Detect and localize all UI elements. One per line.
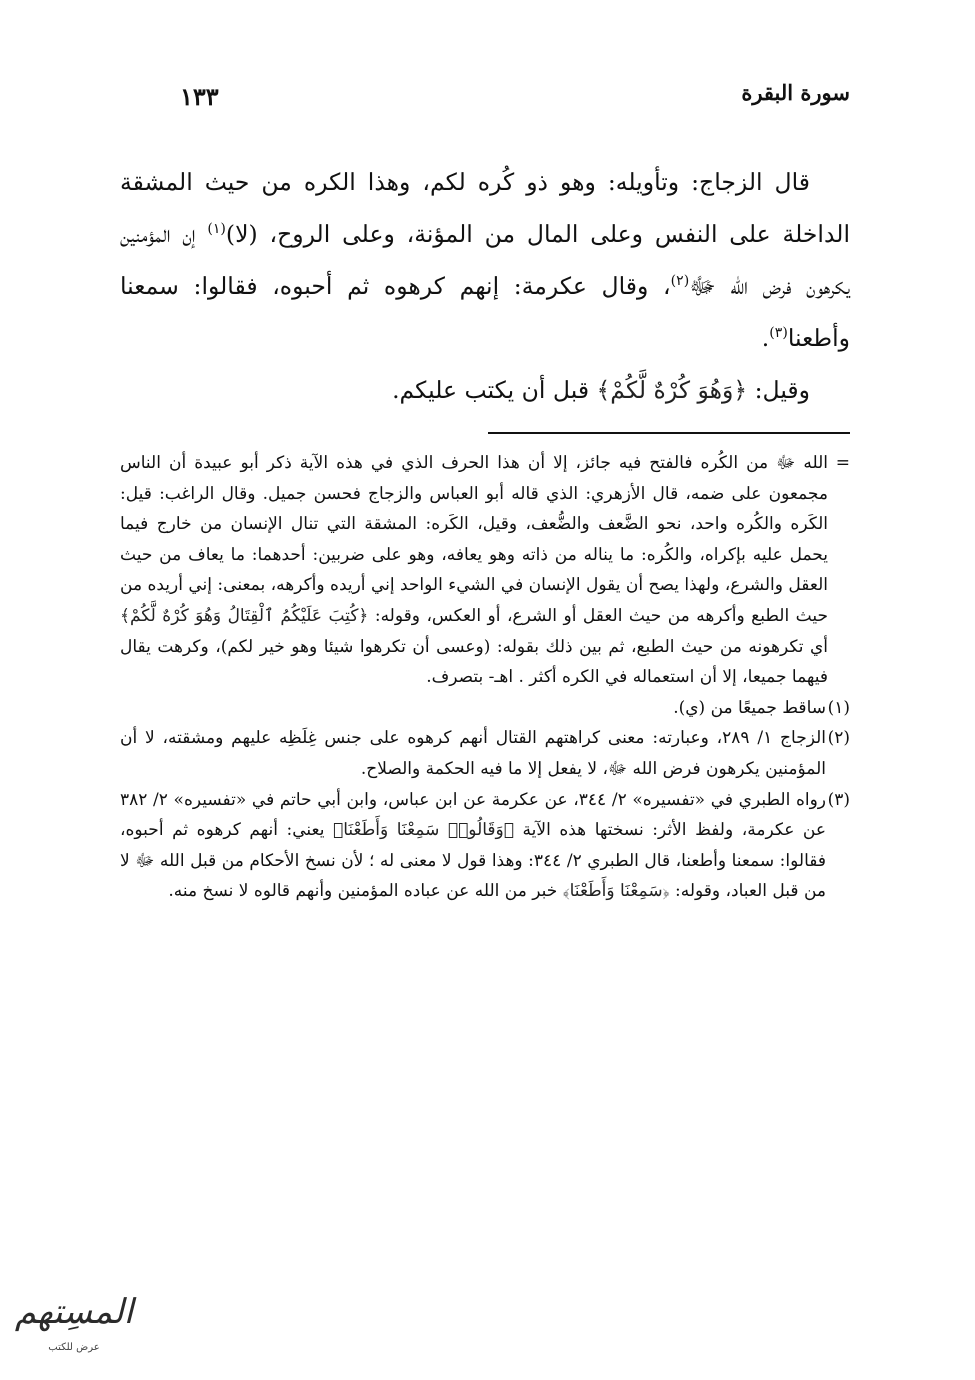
quran-quote: ﴿وَقَالُوا۟ سَمِعْنَا وَأَطَعْنَا﴾ (333, 820, 514, 841)
watermark-stamp (8, 1292, 138, 1368)
stamp-logo-text: المسِتهم (14, 1292, 134, 1332)
footnote-text: الزجاج ١/ ٢٨٩، وعبارته: معنى كراهتهم القتال أنهم كرهوه على جنس غِلَظِه عليهم ومشقته، لا أن المؤمنين يكرهون فرض الله ﷻ، لا يفعل إلا ما فيه الحكمة والصلاح. (120, 728, 826, 779)
footnote-number: (٣) (827, 789, 850, 810)
footnote-number: (٢) (827, 728, 850, 749)
footnote-separator (488, 432, 850, 434)
footnote-ref-1: (١) (207, 221, 226, 238)
main-text-run: قال الزجاج: وتأويله: وهو ذو كُره لكم، وهذا الكره من حيث المشقة الداخلة على النفس وعلى المال من المؤنة، وعلى الروح، (لا) (120, 168, 850, 248)
quran-quote: ﴿سَمِعْنَا وَأَطَعْنَا﴾ (562, 881, 670, 902)
footnote-ref-3: (٣) (769, 325, 788, 342)
main-paragraph-2 (120, 364, 850, 416)
quran-quote: ﴿وَهُوَ كُرْهٌ لَّكُمْ﴾ (596, 376, 748, 404)
main-text-run: وقيل: (747, 376, 810, 404)
main-text-run: قبل أن يكتب عليكم. (392, 376, 597, 404)
main-paragraph-1 (120, 156, 850, 364)
surah-title: سورة البقرة (741, 80, 850, 105)
footnote-text: ساقط جميعًا من (ي). (673, 697, 826, 718)
footnote-number: (١) (827, 697, 850, 718)
footnote-ref-2: (٢) (670, 273, 690, 290)
running-header (180, 72, 850, 112)
stamp-caption: عرض للكتب (48, 1342, 100, 1353)
footnote-2 (120, 723, 850, 784)
main-text (120, 156, 850, 416)
footnote-text-run: رواه الطبري في «تفسيره» ٢/ ٣٤٤، عن عكرمة عن ابن عباس، وابن أبي حاتم في «تفسيره» ٢/ ٣٨٢ عن عكرمة، ولفظ الأثر: نسختها هذه الآية (120, 789, 826, 841)
main-text-run: . (761, 324, 770, 352)
main-text-run: إن المؤمنين يكرهون فرض الله ﷻ (120, 220, 850, 300)
page-number: ١٣٣ (180, 82, 219, 111)
footnote-1 (120, 693, 850, 724)
footnotes (120, 448, 850, 907)
footnote-text-run: أي تكرهونه من حيث الطبع، ثم بين ذلك بقوله: (وعسى أن تكرهوا شيئا وهو خير لكم)، وكرهت يقال فيهما جميعا، إلا أن استعماله في الكره أكثر . اهـ- بتصرف. (120, 636, 828, 688)
footnote-text-run: الله ﷻ من الكُره فالفتح فيه جائز، إلا أن هذا الحرف الذي في هذه الآية ذكر أبو عبيدة أن الناس مجمعون على ضمه، قال الأزهري: الذي قاله أبو العباس والزجاج فحسن جميل. وقال الراغب: قيل: الكَره والكُره واحد، نحو الضَّعف والضُّعف، وقيل، الكَره: المشقة التي تنال الإنسان من خارج فيما يحمل عليه بإكراه، والكُره: ما يناله من ذاته وهو يعافه، وهو على ضربين: أحدهما: ما يعاف من حيث العقل والشرع، ولهذا يصح أن يقول الإنسان في الشيء الواحد إني أريده وأكرهه، بمعنى: إني أريده من حيث الطبع وأكرهه من حيث العقل أو الشرع، أو العكس، وقوله: (120, 453, 828, 626)
footnote-text-run: خبر من الله عن عباده المؤمنين وأنهم قالوه لا نسخ منه. (168, 881, 563, 902)
footnote-text-run: يعني: أنهم كرهوه ثم أحبوه، فقالوا: سمعنا وأطعنا، قال الطبري ٢/ ٣٤٤: وهذا قول لا معنى له ؛ لأن نسخ الأحكام من قبل الله ﷻ لا من قبل العباد، وقوله: (120, 820, 826, 902)
footnote-3 (120, 785, 850, 907)
quran-quote: ﴿كُتِبَ عَلَيْكُمُ ٱلْقِتَالُ وَهُوَ كُرْهٌ لَّكُمْ﴾ (120, 605, 369, 626)
continuation-mark: = (835, 453, 850, 473)
footnote-continuation (120, 448, 850, 693)
main-text-run: ، وقال عكرمة: إنهم كرهوه ثم أحبوه، فقالوا: سمعنا وأطعنا (120, 272, 850, 352)
